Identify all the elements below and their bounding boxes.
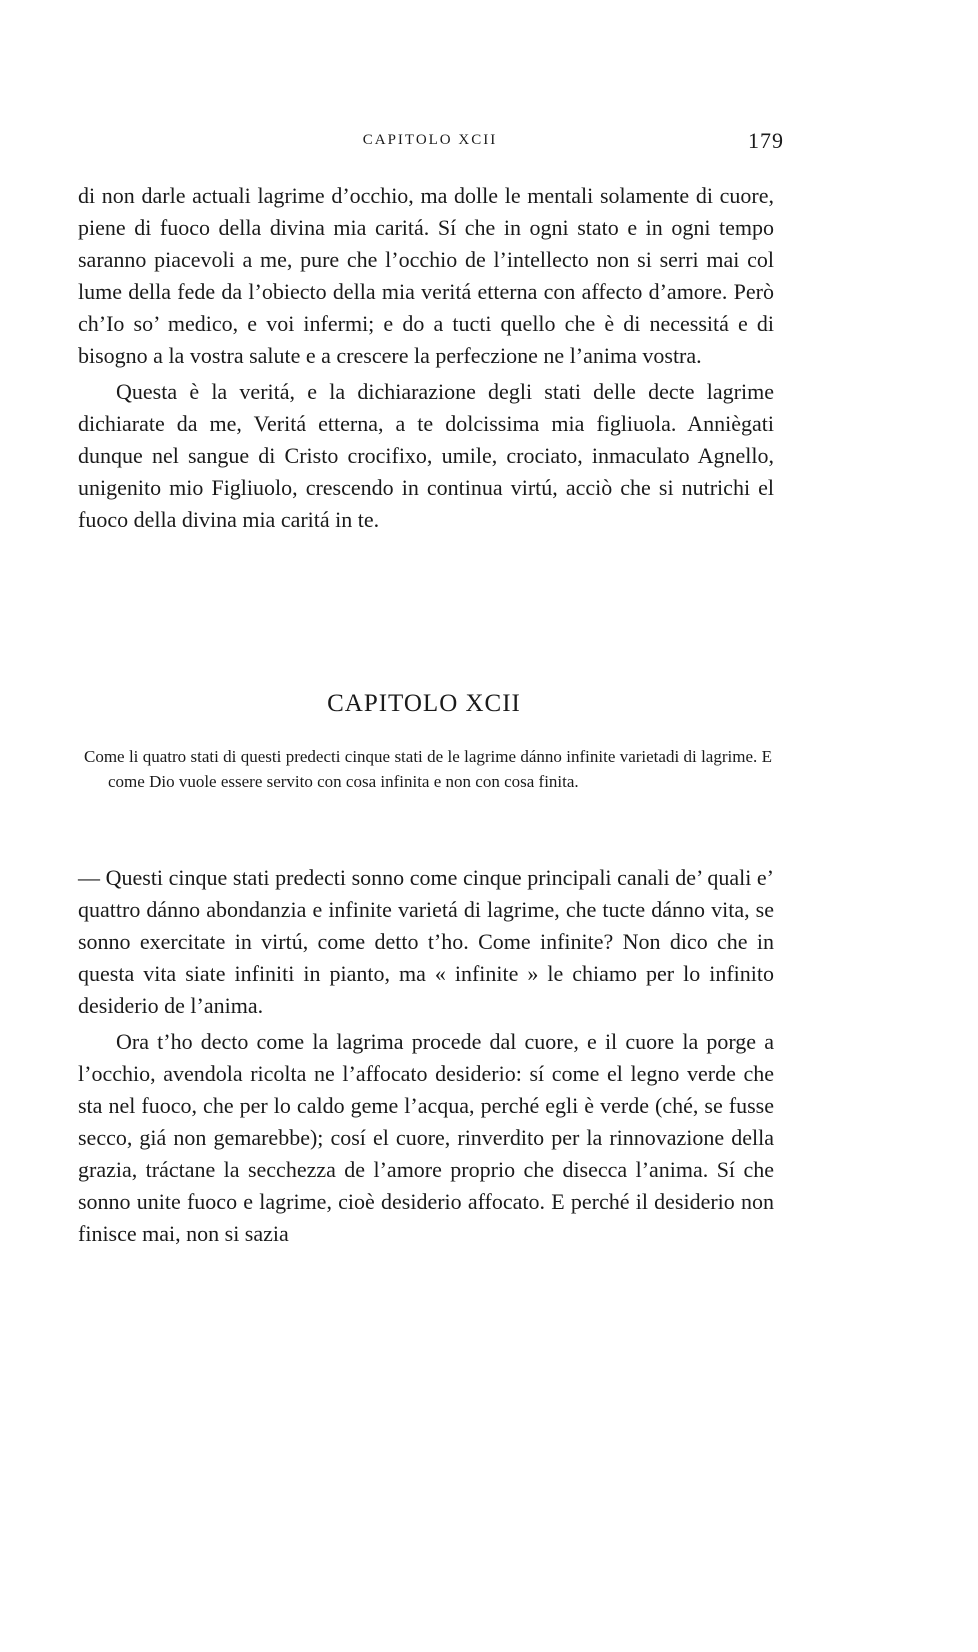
paragraph: di non darle actuali lagrime d’occhio, ma dolle le mentali solamente di cuore, piene di fuoco della divina mia caritá. Sí che in ogni stato e in ogni tempo saranno piacevoli a me, pure che l’occhio de l’intellecto non si serri mai col lume della fede da l’obiecto della mia veritá etterna con affecto d’amore. Però ch’Io so’ medico, e voi infermi; e do a tucti quello che è di necessitá e di bisogno a la vostra salute e a crescere la perfeczione ne l’anima vostra. bbox=[78, 183, 774, 368]
page-number: 179 bbox=[748, 128, 784, 153]
chapter-heading: CAPITOLO XCII bbox=[327, 690, 521, 717]
paragraph: — Questi cinque stati predecti sonno come cinque principali canali de’ quali e’ quattro dánno abondanzia e infinite varietá di lagrime, che tucte dánno vita, se sonno exercitate in virtú, come detto t’ho. Come infinite? Non dico che in questa vita siate infiniti in pianto, ma « infinite » le chiamo per lo infinito desiderio de l’anima. bbox=[78, 865, 774, 1018]
running-head bbox=[0, 128, 978, 162]
running-head-title: CAPITOLO XCII bbox=[362, 132, 498, 148]
paragraph: Questa è la veritá, e la dichiarazione degli stati delle decte lagrime dichiarate da me, Veritá etterna, a te dolcissima mia figliuola. Anniègati dunque nel sangue di Cristo crocifixo, umile, crociato, inmaculato Agnello, unigenito mio Figliuolo, crescendo in continua virtú, acciò che si nutrichi el fuoco della divina mia caritá in te. bbox=[78, 379, 774, 532]
paragraph: Ora t’ho decto come la lagrima procede dal cuore, e il cuore la porge a l’occhio, avendola ricolta ne l’affocato desiderio: sí come el legno verde che sta nel fuoco, che per lo caldo geme l’acqua, perché egli è verde (ché, se fusse secco, giá non gemarebbe); cosí el cuore, rinverdito per la rinnovazione della grazia, tráctane la secchezza de l’amore proprio che disecca l’anima. Sí che sonno unite fuoco e lagrime, cioè desiderio affocato. E perché il desiderio non finisce mai, non si sazia bbox=[78, 1029, 774, 1246]
chapter-summary bbox=[84, 744, 772, 794]
text-block-chapter bbox=[78, 862, 774, 1250]
chapter-summary-text: Come li quatro stati di questi predecti cinque stati de le lagrime dánno infinite varietadi di lagrime. E come Dio vuole essere servito con cosa infinita e non con cosa finita. bbox=[84, 747, 772, 791]
text-block-continuation bbox=[78, 180, 774, 536]
